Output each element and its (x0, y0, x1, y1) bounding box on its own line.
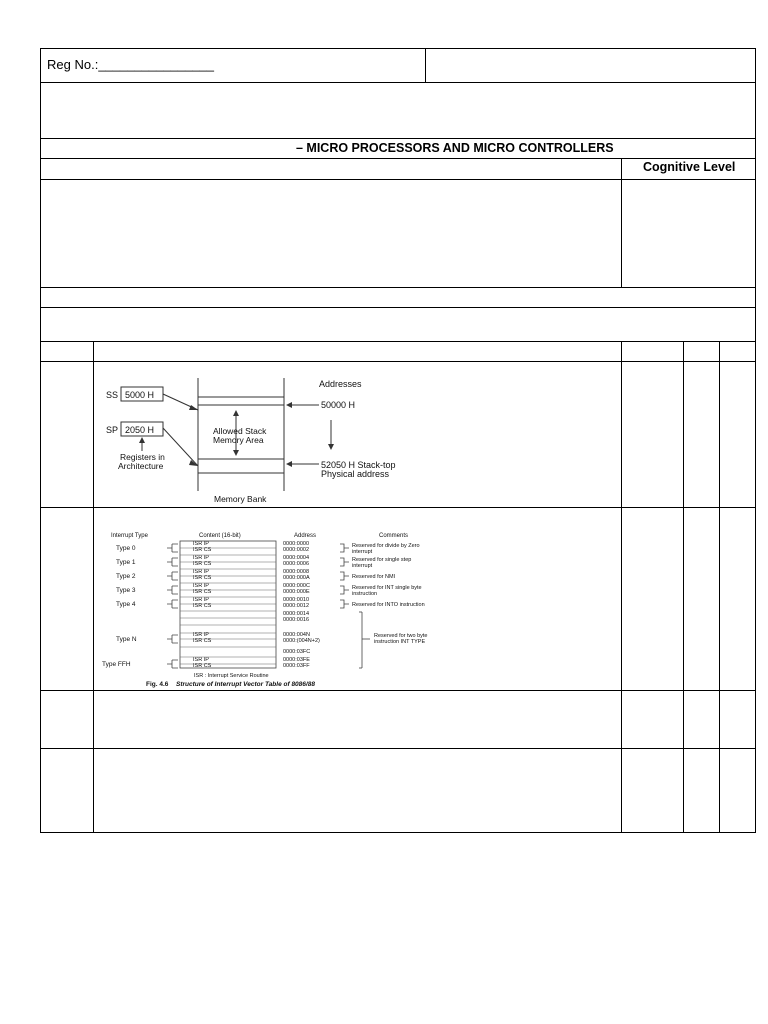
ss-value: 5000 H (125, 390, 155, 400)
ivt-type-label: Type 3 (116, 587, 136, 594)
ivt-content-cell: ISR IP (193, 657, 209, 663)
table-rule-vertical (425, 48, 426, 82)
ivt-comment-bracket (340, 586, 349, 594)
ivt-content-cell: ISR CS (193, 589, 212, 595)
table-rule (40, 287, 756, 288)
ivt-address-cell: 0000:0010 (283, 597, 309, 603)
table-rule (40, 307, 756, 308)
ivt-header-content: Content (16-bit) (199, 533, 241, 539)
ivt-content-cell: ISR IP (193, 632, 209, 638)
ivt-header-type: Interrupt Type (111, 533, 148, 539)
ivt-content-cell: ISR IP (193, 583, 209, 589)
ivt-type-bracket (167, 558, 178, 566)
ivt-caption-text: Structure of Interrupt Vector Table of 8086/88 (176, 681, 315, 688)
reg-no-label: Reg No.: (47, 57, 99, 72)
table-rule (40, 138, 756, 139)
ivt-content-cell: ISR CS (193, 561, 212, 567)
ivt-address-cell: 0000:0002 (283, 547, 309, 553)
table-rule (40, 690, 756, 691)
stack-memory-figure (94, 362, 399, 506)
addresses-label: Addresses (319, 379, 362, 389)
ivt-content-cell: ISR IP (193, 597, 209, 603)
ivt-address-cell: 0000:0014 (283, 611, 309, 617)
ivt-type-bracket (167, 544, 178, 552)
ivt-comment: Reserved for NMI (352, 574, 396, 580)
ivt-type-label: Type 0 (116, 545, 136, 552)
ivt-content-cell: ISR CS (193, 663, 212, 669)
stack-area-line1: Allowed Stack (213, 426, 267, 436)
ivt-address-cell: 0000:03FC (283, 649, 311, 655)
ivt-caption-fig: Fig. 4.6 (146, 681, 169, 688)
reg-no-blank: ________________ (98, 57, 214, 72)
ivt-address-cell: 0000:0016 (283, 617, 309, 623)
ivt-comment: Reserved for two byte (374, 633, 428, 639)
table-border-left (40, 48, 41, 833)
reg-no-field (47, 57, 214, 72)
ivt-footnote: ISR : Interrupt Service Routine (194, 673, 269, 679)
address-stack-top: 52050 H Stack-top (321, 460, 396, 470)
ivt-comment: interrupt (352, 563, 373, 569)
stack-area-line2: Memory Area (213, 435, 264, 445)
table-rule (40, 748, 756, 749)
sp-label: SP (106, 425, 119, 435)
ivt-comment-bracket (340, 600, 349, 608)
ivt-address-cell: 0000:(004N+2) (283, 638, 320, 644)
sp-value: 2050 H (125, 425, 155, 435)
address-physical: Physical address (321, 469, 390, 479)
table-rule (40, 832, 756, 833)
ivt-type-bracket (167, 586, 178, 594)
ivt-content-cell: ISR IP (193, 541, 209, 547)
ivt-comment: Reserved for divide by Zero (352, 543, 420, 549)
ivt-type-label: Type 1 (116, 559, 136, 566)
registers-caption-line2: Architecture (118, 461, 164, 471)
ss-label: SS (106, 390, 119, 400)
ivt-content-cell: ISR IP (193, 569, 209, 575)
ivt-type-bracket (167, 635, 178, 643)
ivt-content-cell: ISR CS (193, 603, 212, 609)
ivt-address-cell: 0000:03FF (283, 663, 310, 669)
ivt-address-cell: 0000:0004 (283, 555, 309, 561)
table-rule (40, 341, 756, 342)
table-rule (40, 158, 756, 159)
ivt-type-label: Type N (116, 636, 137, 643)
table-border-right (755, 48, 756, 833)
ivt-address-cell: 0000:0008 (283, 569, 309, 575)
table-rule-vertical (683, 341, 684, 832)
ivt-type-bracket (167, 600, 178, 608)
ivt-comment-bracket (340, 572, 349, 580)
table-rule-vertical (621, 158, 622, 287)
ivt-type-label: Type 4 (116, 601, 136, 608)
ivt-content-cell: ISR CS (193, 575, 212, 581)
table-rule-vertical (719, 341, 720, 832)
table-rule (40, 179, 756, 180)
ivt-address-cell: 0000:000C (283, 583, 310, 589)
ivt-address-cell: 0000:0006 (283, 561, 309, 567)
table-rule (40, 48, 756, 49)
ivt-header-comments: Comments (379, 533, 409, 539)
cognitive-level-header: Cognitive Level (643, 160, 736, 174)
memory-bank-label: Memory Bank (214, 494, 267, 504)
ivt-address-cell: 0000:000E (283, 589, 310, 595)
ivt-address-cell: 0000:0000 (283, 541, 309, 547)
interrupt-vector-table-figure (94, 529, 506, 689)
ivt-address-cell: 0000:0012 (283, 603, 309, 609)
ivt-content-cell: ISR CS (193, 547, 212, 553)
ivt-comment: instruction (352, 591, 378, 597)
subject-title: – MICRO PROCESSORS AND MICRO CONTROLLERS (296, 141, 614, 155)
ivt-type-bracket (167, 660, 178, 668)
ivt-comment-bracket (340, 544, 349, 552)
ivt-content-cell: ISR CS (193, 638, 212, 644)
address-top: 50000 H (321, 400, 356, 410)
ivt-header-address: Address (294, 533, 317, 539)
ivt-comment: Reserved for INT single byte (352, 585, 422, 591)
ivt-comment-bracket (340, 558, 349, 566)
ivt-address-cell: 0000:004N (283, 632, 310, 638)
ivt-comment: Reserved for single step (352, 557, 412, 563)
table-rule (40, 82, 756, 83)
table-rule-vertical (621, 341, 622, 832)
ivt-address-cell: 0000:03FE (283, 657, 310, 663)
ivt-comment: interrupt (352, 549, 373, 555)
table-rule (40, 507, 756, 508)
ivt-comment: Reserved for INTO instruction (352, 602, 425, 608)
ivt-type-bracket (167, 572, 178, 580)
registers-caption-line1: Registers in (120, 452, 165, 462)
ivt-type-label: Type 2 (116, 573, 136, 580)
ivt-type-label: Type FFH (102, 661, 131, 668)
ivt-content-cell: ISR IP (193, 555, 209, 561)
ivt-address-cell: 0000:000A (283, 575, 310, 581)
ivt-comment: instruction INT TYPE (374, 639, 426, 645)
